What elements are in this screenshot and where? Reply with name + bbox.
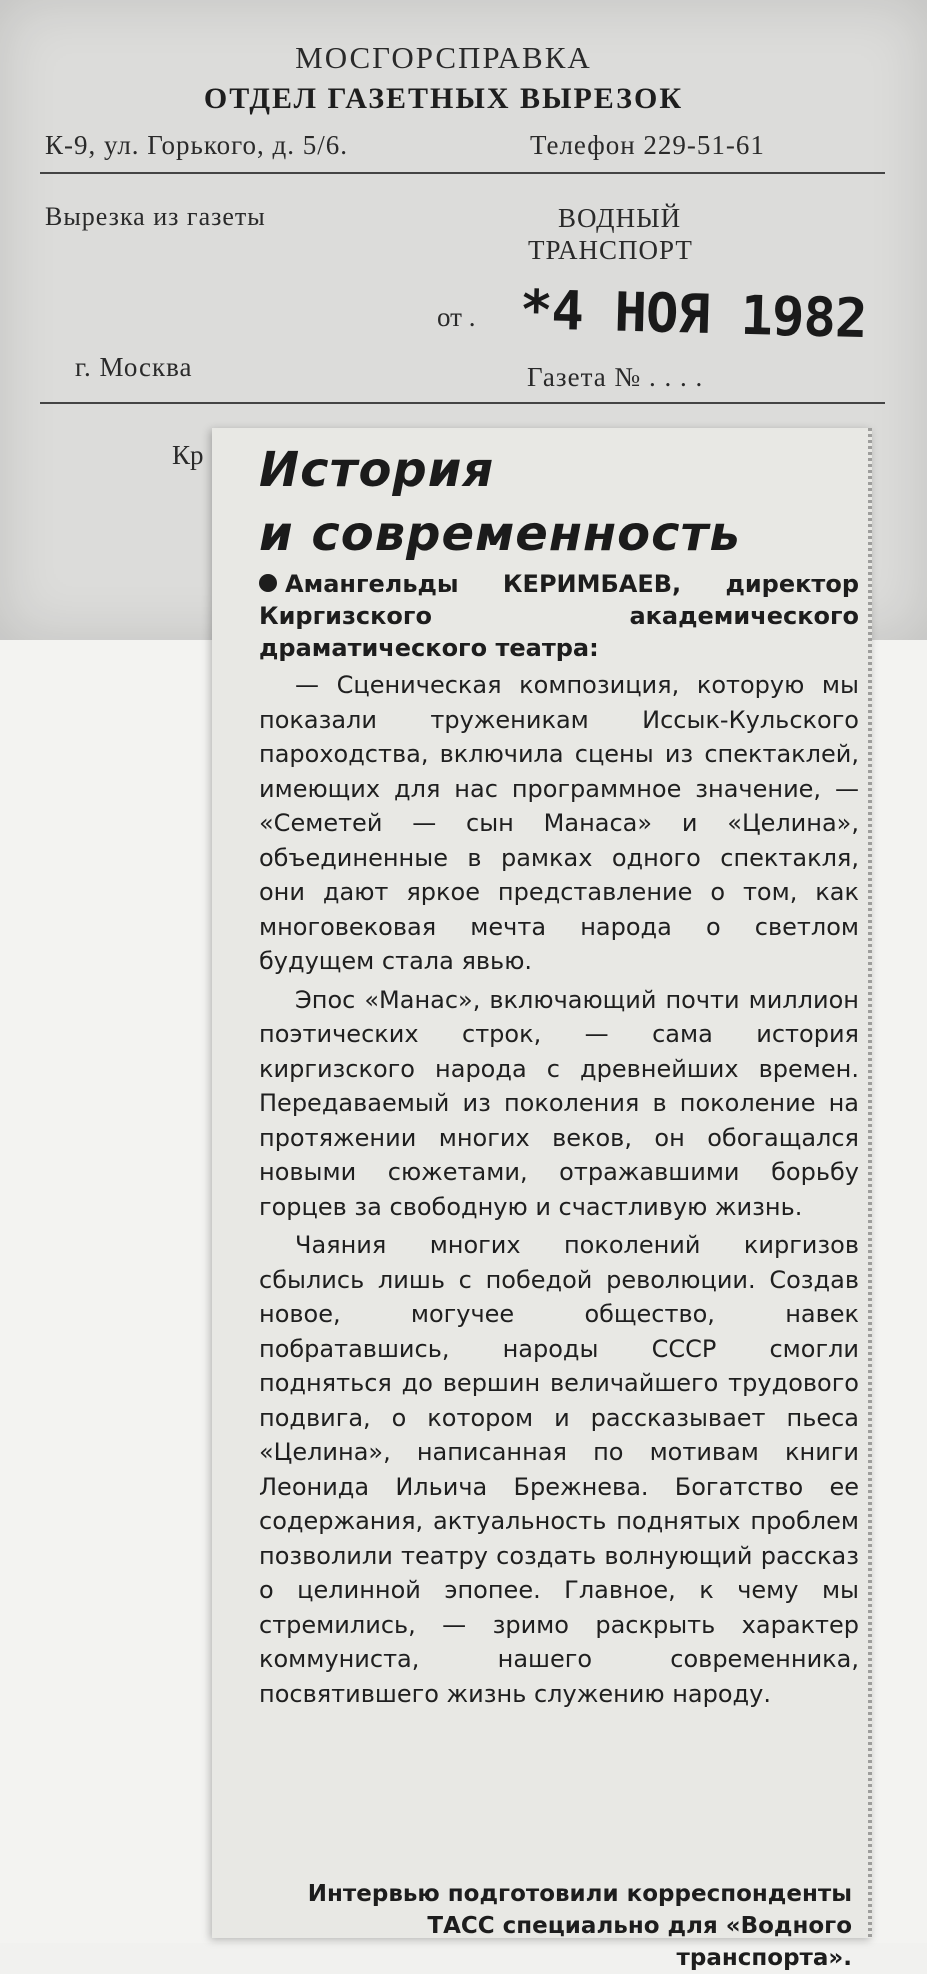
- divider: [40, 402, 885, 404]
- paragraph: — Сценическая композиция, которую мы показали труженикам Иссык-Кульского пароходства, включила сцены из спектаклей, имеющих для нас программное значение, — «Семетей — сын Манаса» и «Целина», объединенные в рамках одного спектакля, они дают яркое представление о том, как многовековая мечта народа о светлом будущем стала явью.: [259, 671, 859, 975]
- article-signature: Интервью подготовили корреспонденты ТАСС специально для «Водного транспорта».: [307, 1881, 852, 1971]
- address: К-9, ул. Горького, д. 5/6.: [45, 130, 348, 160]
- article-headline: [259, 438, 741, 566]
- article-body: [259, 668, 859, 1711]
- byline-text: Амангельды КЕРИМБАЕВ, директор Киргизского академического драматического театра:: [259, 570, 859, 662]
- headline-line2: и современность: [259, 506, 741, 562]
- clipping-label: Вырезка из газеты: [45, 202, 266, 231]
- bullet-icon: [259, 574, 277, 592]
- phone: Телефон 229-51-61: [530, 130, 765, 160]
- newspaper-name-line1: ВОДНЫЙ: [558, 203, 682, 233]
- city: г. Москва: [75, 352, 193, 382]
- headline-line1: История: [259, 442, 495, 498]
- date-label: от .: [437, 302, 476, 332]
- divider: [40, 172, 885, 174]
- partial-text: Кр: [172, 440, 204, 470]
- newspaper-name-line2: ТРАНСПОРТ: [528, 235, 693, 265]
- torn-edge: [868, 428, 872, 1938]
- paragraph: Эпос «Манас», включающий почти миллион поэтических строк, — сама история киргизского народа с древнейших времен. Передаваемый из поколения в поколение на протяжении многих веков, он обогащался новыми сюжетами, отражавшими борьбу горцев за свободную и счастливую жизнь.: [259, 985, 859, 1221]
- date-stamp: *4 НОЯ 1982: [519, 278, 868, 351]
- article-byline: [259, 568, 859, 664]
- organization-name: МОСГОРСПРАВКА: [295, 40, 592, 75]
- newspaper-clipping: [212, 428, 872, 1971]
- department-name: ОТДЕЛ ГАЗЕТНЫХ ВЫРЕЗОК: [203, 82, 684, 115]
- newspaper-name: [528, 202, 693, 266]
- issue-number-label: Газета № . . . .: [527, 362, 704, 392]
- paragraph: Чаяния многих поколений киргизов сбылись лишь с победой революции. Создав новое, могучее общество, навек побратавшись, народы СССР смогли подняться до вершин величайшего трудового подвига, о котором и рассказывает пьеса «Целина», написанная по мотивам книги Леонида Ильича Брежнева. Богатство ее содержания, актуальность поднятых проблем позволили театру создать волнующий рассказ о целинной эпопее. Главное, к чему мы стремились, — зримо раскрыть характер коммуниста, нашего современника, посвятившего жизнь служению народу.: [259, 1231, 859, 1708]
